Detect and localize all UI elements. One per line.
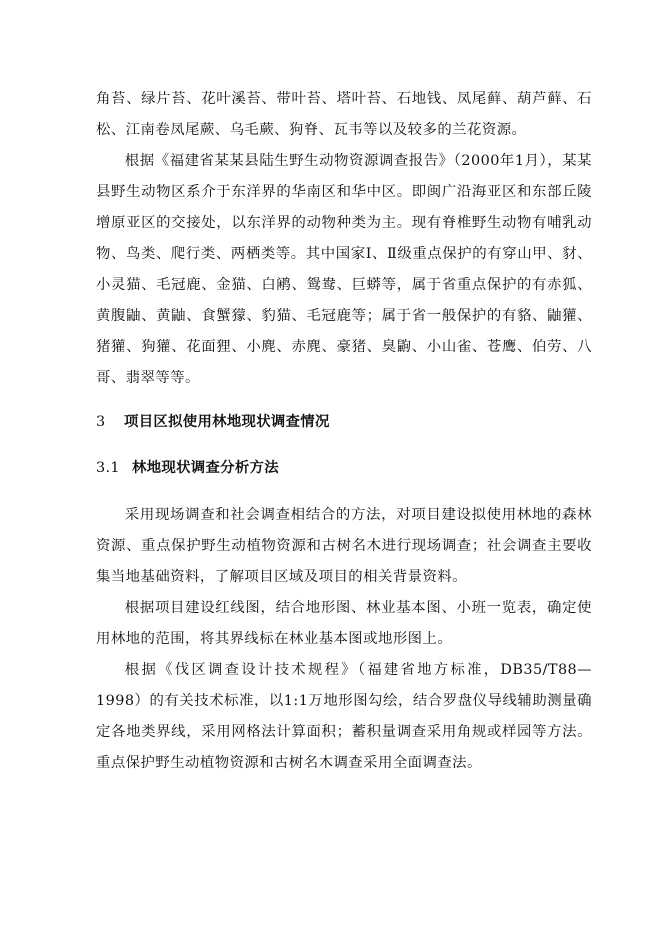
section-heading-3 <box>96 406 592 438</box>
paragraph-plant-resources: 角苔、绿片苔、花叶溪苔、带叶苔、塔叶苔、石地钱、凤尾藓、葫芦藓、石松、江南卷凤尾蕨、乌毛蕨、狗脊、瓦韦等以及较多的兰花资源。 <box>96 91 592 138</box>
paragraph-survey-method: 采用现场调查和社会调查相结合的方法，对项目建设拟使用林地的森林资源、重点保护野生动植物资源和古树名木进行现场调查；社会调查主要收集当地基础资料，了解项目区域及项目的相关背景资料。 <box>96 507 592 585</box>
subsection-heading-3-1 <box>96 452 592 484</box>
paragraph-technical-standard: 根据《伐区调查设计技术规程》（福建省地方标准，DB35/T88—1998）的有关技术标准，以1:1万地形图勾绘，结合罗盘仪导线辅助测量确定各地类界线，采用网格法计算面积；蓄积量调查采用角规或样园等方法。重点保护野生动植物资源和古树名木调查采用全面调查法。 <box>96 662 592 771</box>
section-number: 3 <box>96 414 106 430</box>
section-title: 项目区拟使用林地现状调查情况 <box>124 413 330 430</box>
document-body <box>96 84 592 779</box>
paragraph-boundary-mapping: 根据项目建设红线图，结合地形图、林业基本图、小班一览表，确定使用林地的范围，将其界线标在林业基本图或地形图上。 <box>96 600 592 647</box>
subsection-number: 3.1 <box>96 460 120 476</box>
paragraph-wildlife-report: 根据《福建省某某县陆生野生动物资源调查报告》（2000年1月），某某县野生动物区系介于东洋界的华南区和华中区。即闽广沿海亚区和东部丘陵增原亚区的交接处，以东洋界的动物种类为主。现有脊椎野生动物有哺乳动物、鸟类、爬行类、两栖类等。其中国家Ⅰ、Ⅱ级重点保护的有穿山甲、豺、小灵猫、毛冠鹿、金猫、白鹇、鸳鸯、巨蟒等，属于省重点保护的有赤狐、黄腹鼬、黄鼬、食蟹獴、豹猫、毛冠鹿等；属于省一般保护的有貉、鼬獾、猪獾、狗獾、花面狸、小麂、赤麂、豪猪、臭鼩、小山雀、苍鹰、伯劳、八哥、翡翠等等。 <box>96 153 592 386</box>
subsection-title: 林地现状调查分析方法 <box>132 459 279 476</box>
